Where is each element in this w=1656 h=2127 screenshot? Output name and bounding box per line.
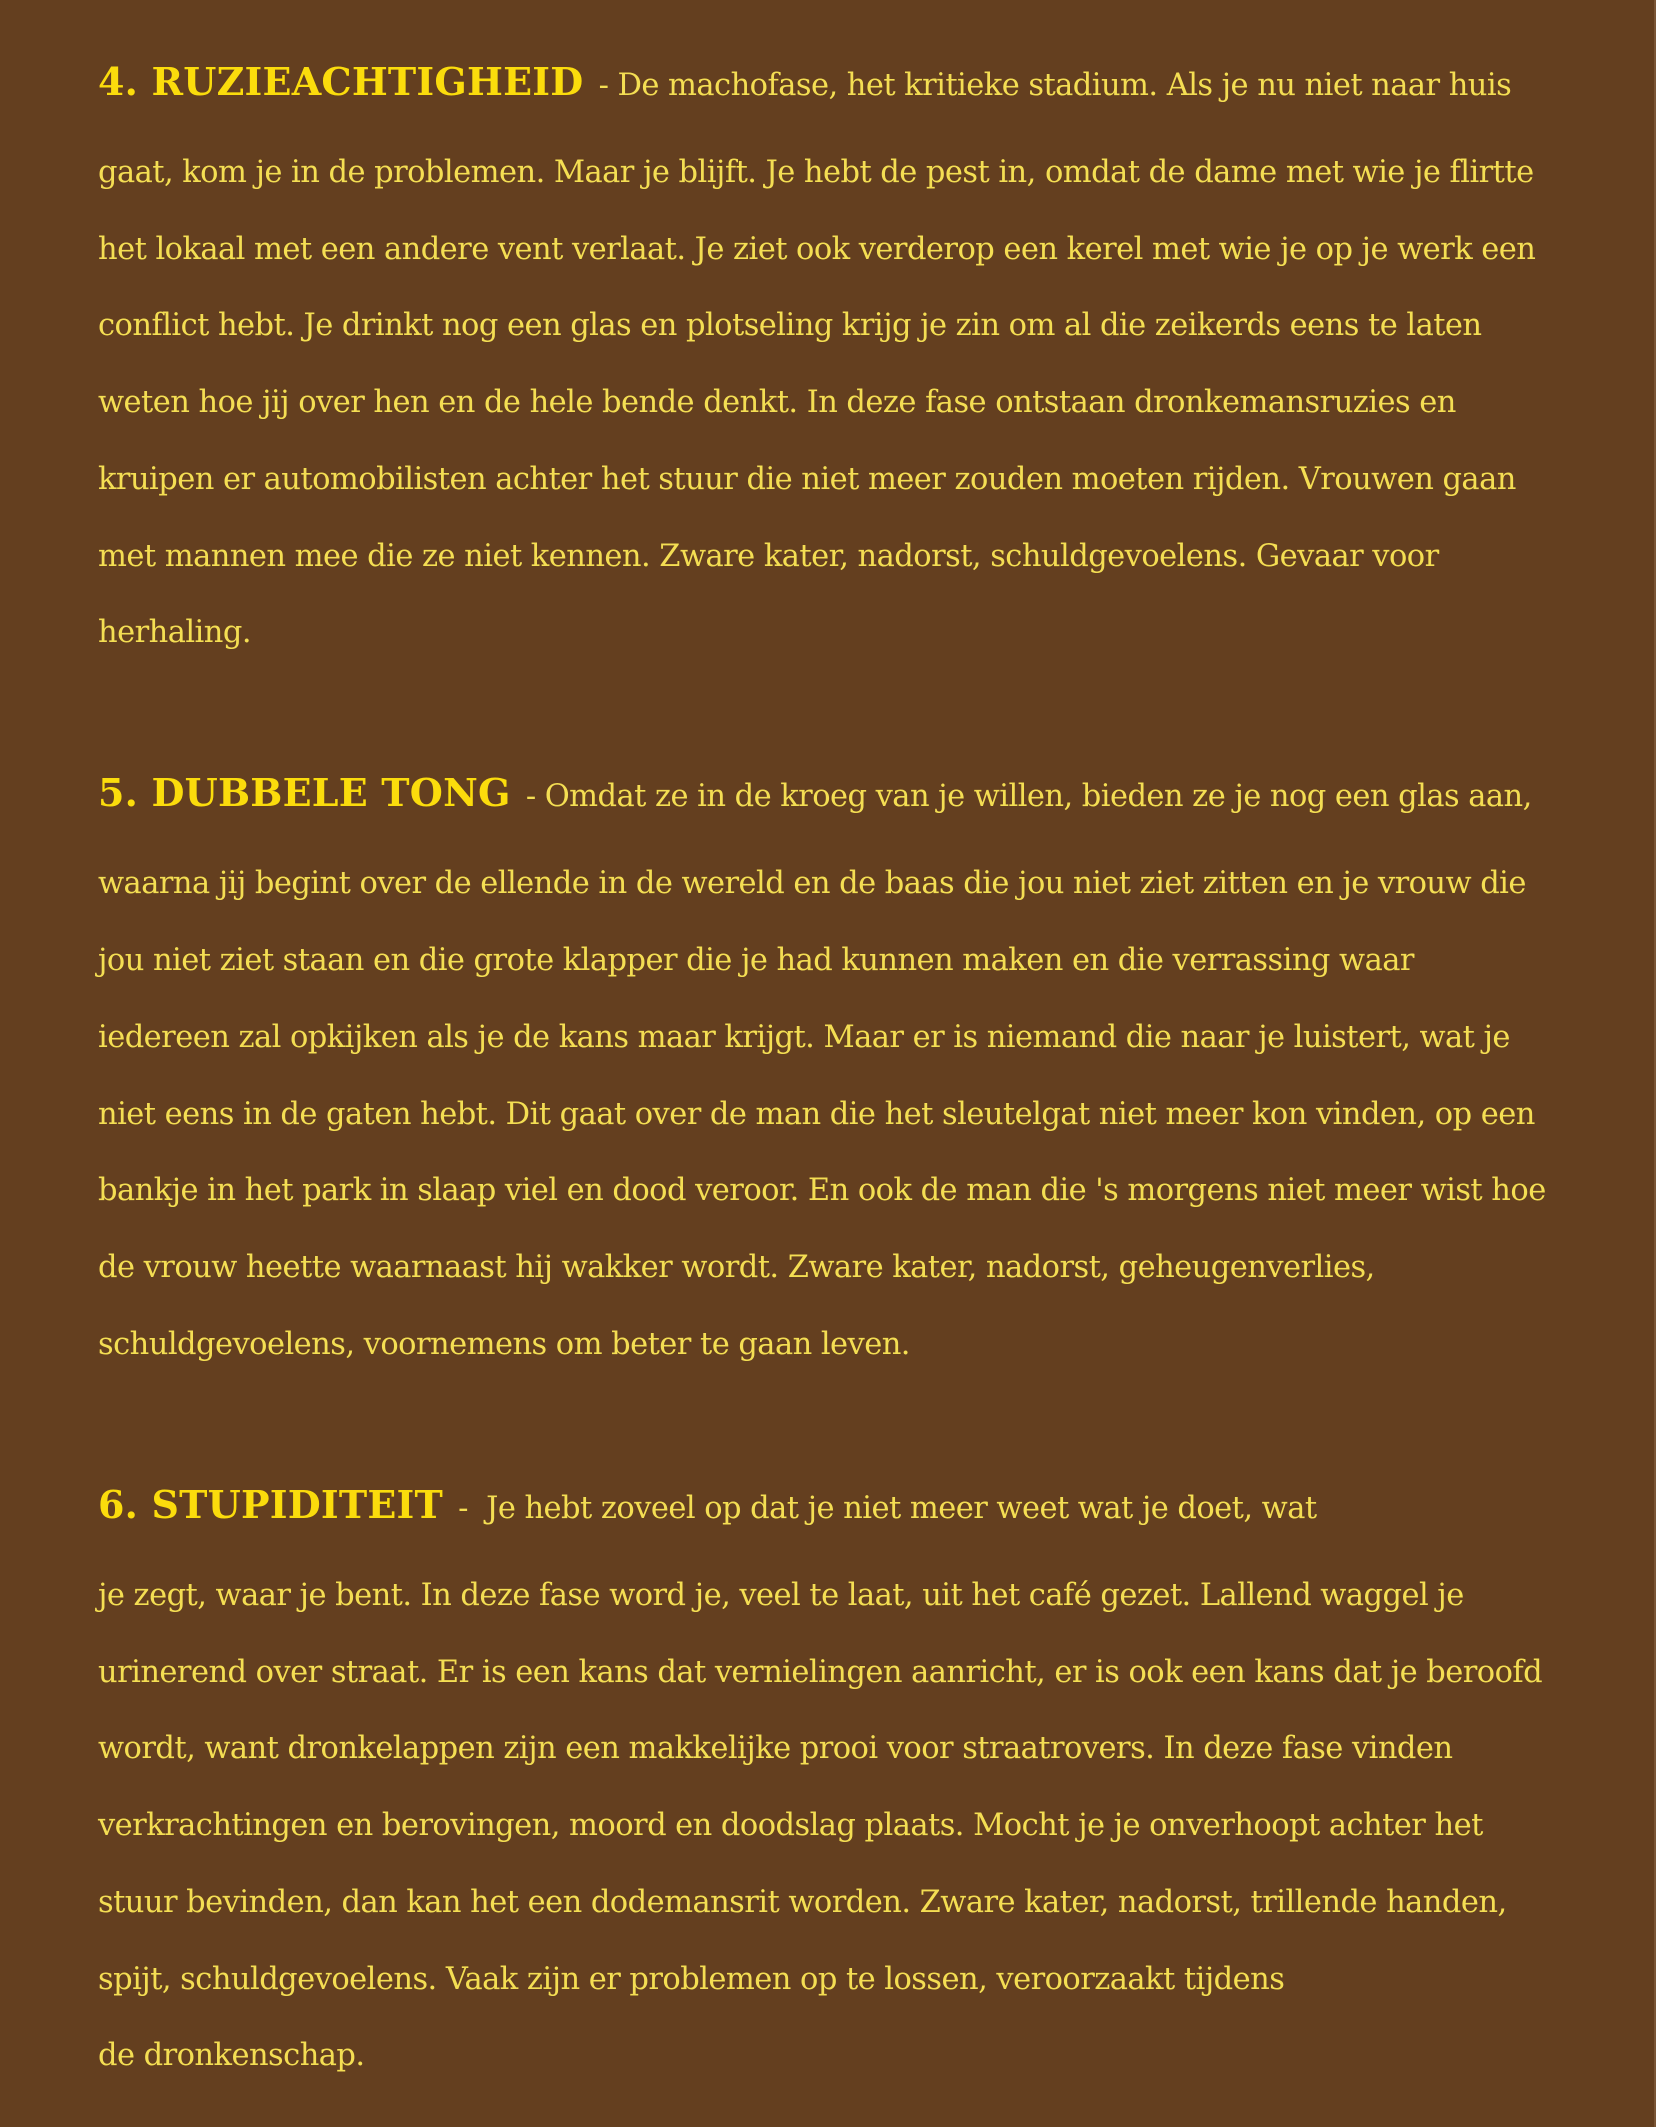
paragraph-line: Omdat ze in de kroeg van je willen, bieden ze je nog een glas aan, [544,779,1532,814]
paragraph-line: met mannen mee die ze niet kennen. Zware kater, nadorst, schuldgevoelens. Gevaar voor [98,539,1439,574]
paragraph-line: weten hoe jij over hen en de hele bende denkt. In deze fase ontstaan dronkemansruzies en [98,385,1456,420]
paragraph-line: spijt, schuldgevoelens. Vaak zijn er problemen op te lossen, veroorzaakt tijdens [98,1962,1285,1997]
heading-separator: - [589,68,618,103]
paragraph-line: je zegt, waar je bent. In deze fase word je, veel te laat, uit het café gezet. Lallend waggel je [98,1578,1464,1613]
paragraph-line: herhaling. [98,615,251,650]
paragraph-line: het lokaal met een andere vent verlaat. Je ziet ook verderop een kerel met wie je op je werk een [98,232,1536,267]
paragraph-line: schuldgevoelens, voornemens om beter te gaan leven. [98,1327,910,1362]
paragraph-line: de dronkenschap. [98,2038,365,2073]
paragraph-line: urinerend over straat. Er is een kans dat vernielingen aanricht, er is ook een kans dat je beroofd [98,1655,1543,1690]
paragraph-line: waarna jij begint over de ellende in de wereld en de baas die jou niet ziet zitten en je vrouw die [98,866,1526,901]
paragraph-line: bankje in het park in slaap viel en dood veroor. En ook de man die 's morgens niet meer wist hoe [98,1173,1546,1208]
paragraph-line: De machofase, het kritieke stadium. Als je nu niet naar huis [617,68,1512,103]
paragraph-line: iedereen zal opkijken als je de kans maar krijgt. Maar er is niemand die naar je luistert, wat je [98,1020,1510,1055]
heading-separator: - [516,779,545,814]
section-heading: 6. STUPIDITEIT [98,1482,443,1527]
paragraph-line: gaat, kom je in de problemen. Maar je blijft. Je hebt de pest in, omdat de dame met wie je flirtte [98,155,1534,190]
paragraph-line: kruipen er automobilisten achter het stuur die niet meer zouden moeten rijden. Vrouwen gaan [98,462,1516,497]
section-heading: 5. DUBBELE TONG [98,770,511,815]
paragraph-line: wordt, want dronkelappen zijn een makkelijke prooi voor straatrovers. In deze fase vinden [98,1731,1453,1766]
paragraph-line: verkrachtingen en berovingen, moord en doodslag plaats. Mocht je je onverhoopt achter het [98,1808,1483,1843]
paragraph-line: Je hebt zoveel op dat je niet meer weet wat je doet, wat [486,1491,1317,1526]
paragraph-line: niet eens in de gaten hebt. Dit gaat over de man die het sleutelgat niet meer kon vinden, op een [98,1097,1535,1132]
paragraph-line: jou niet ziet staan en die grote klapper die je had kunnen maken en die verrassing waar [98,943,1414,978]
paragraph-line: stuur bevinden, dan kan het een dodemansrit worden. Zware kater, nadorst, trillende handen, [98,1885,1507,1920]
section-heading: 4. RUZIEACHTIGHEID [98,59,584,104]
heading-separator: - [448,1491,487,1526]
paragraph-line: conflict hebt. Je drinkt nog een glas en plotseling krijg je zin om al die zeikerds eens te laten [98,308,1482,343]
paragraph-line: de vrouw heette waarnaast hij wakker wordt. Zware kater, nadorst, geheugenverlies, [98,1250,1375,1285]
section-first-line [98,770,1532,817]
section-first-line [98,1482,1317,1529]
section-first-line [98,59,1512,106]
